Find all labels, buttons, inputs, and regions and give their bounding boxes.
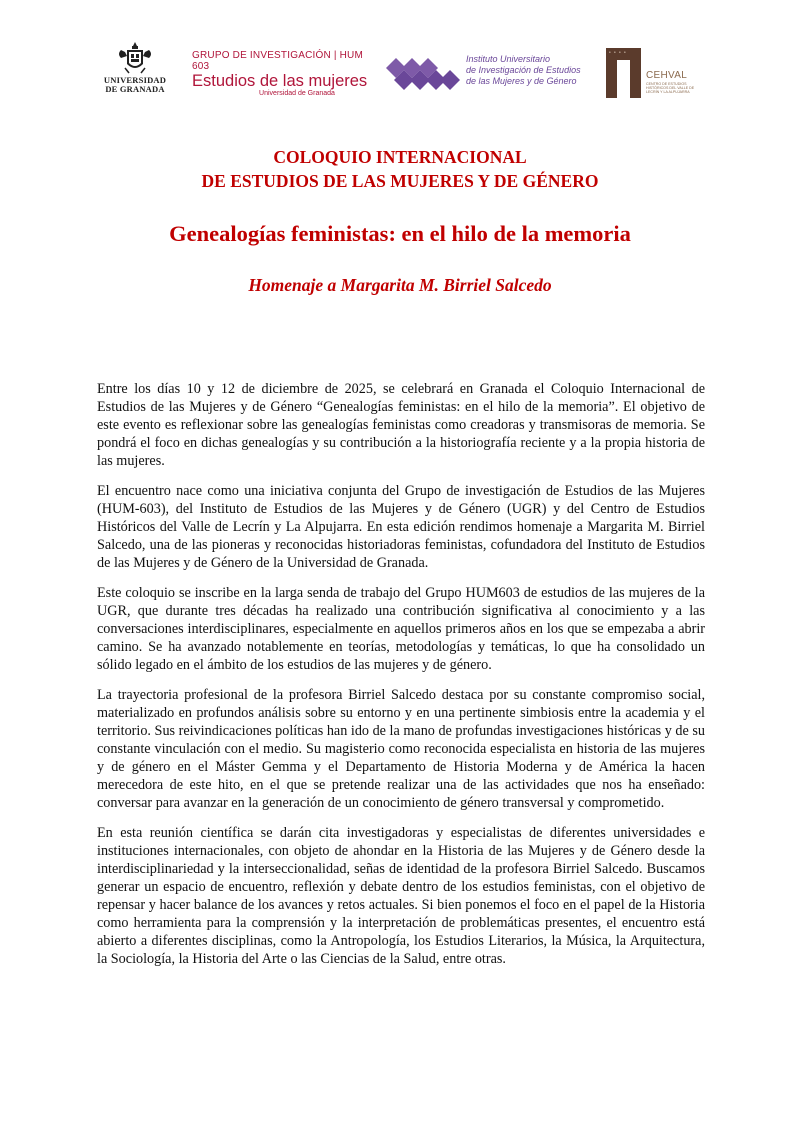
event-heading-line1: COLOQUIO INTERNACIONAL — [273, 147, 527, 167]
instituto-line2: de Investigación de Estudios — [466, 65, 581, 75]
event-heading-line2: DE ESTUDIOS DE LAS MUJERES Y DE GÉNERO — [201, 171, 599, 191]
instituto-diamonds-icon — [386, 52, 462, 96]
hum603-code: HUM 603 — [192, 50, 364, 72]
ugr-name-line1: UNIVERSIDAD — [103, 75, 167, 85]
paragraph: El encuentro nace como una iniciativa conjunta del Grupo de investigación de Estudios de las Mujeres (HUM-603), del Instituto de Estudios de las Mujeres y de Género (UGR) y del Centro de Estudios Históricos del Valle de Lecrín y La Alpujarra. En esta edición rendimos homenaje a Margarita M. Birriel Salcedo, una de las pioneras y reconocidas historiadoras feministas, cofundadora del Instituto de Estudios de las Mujeres y de Género de la Universidad de Granada. — [97, 483, 705, 571]
logo-bar — [0, 40, 800, 100]
ugr-logo — [100, 40, 170, 98]
cehval-gate-icon: • • • • — [606, 48, 641, 98]
paragraph: En esta reunión científica se darán cita investigadoras y especialistas de diferentes universidades e instituciones internacionales, con objeto de ahondar en la Historia de las Mujeres y de Género desde la interdisciplinariedad y la interseccionalidad, señas de identidad de la profesora Birriel Salcedo. Buscamos generar un espacio de encuentro, reflexión y debate dentro de los estudios feministas, con el objetivo de repensar y hacer balance de los avances y retos actuales. Si bien ponemos el foco en el papel de la Historia como herramienta para la comprensión y la interpretación de problemáticas presentes, el encuentro está abierto a diferentes disciplinas, como la Antropología, los Estudios Literarios, la Música, la Arquitectura, la Sociología, la Historia del Arte o las Ciencias de la Salud, entre otras. — [97, 825, 705, 967]
hum603-group-label: GRUPO DE INVESTIGACIÓN — [192, 50, 331, 61]
instituto-logo — [386, 52, 606, 96]
ugr-name-line2: DE GRANADA — [105, 84, 165, 94]
paragraph: Este coloquio se inscribe en la larga senda de trabajo del Grupo HUM603 de estudios de las mujeres de la UGR, que durante tres décadas ha realizado una contribución significativa al conocimiento y a las conversaciones interdisciplinares, especialmente en aquellos primeros años en los que se empezaba a abrir camino. Se ha avanzado notablemente en teorías, metodologías y temáticas, lo que ha consolidado un sólido legado en el ámbito de los estudios de las mujeres y de género. — [97, 585, 705, 673]
instituto-line3: de las Mujeres y de Género — [466, 76, 577, 86]
event-subtitle: Homenaje a Margarita M. Birriel Salcedo — [248, 275, 552, 295]
instituto-line1: Instituto Universitario — [466, 54, 551, 64]
event-title: Genealogías feministas: en el hilo de la memoria — [169, 221, 631, 246]
ugr-crest-icon — [115, 40, 155, 76]
hum603-title: Estudios de las mujeres — [192, 72, 368, 90]
hum603-logo: GRUPO DE INVESTIGACIÓN | HUM 603 Estudios de las mujeres Universidad de Granada — [192, 50, 372, 96]
paragraph: Entre los días 10 y 12 de diciembre de 2025, se celebrará en Granada el Coloquio Internacional de Estudios de las Mujeres y de Género “Genealogías feministas: en el hilo de la memoria”. El objetivo de este evento es reflexionar sobre las genealogías feministas como creadoras y transmisoras de memoria. Se pondrá el foco en dichas genealogías y su contribución a la historiografía reciente y a la propia historia de las mujeres. — [97, 381, 705, 469]
document-body — [97, 380, 705, 980]
cehval-name: CEHVAL — [646, 70, 688, 81]
cehval-logo — [606, 48, 706, 100]
paragraph: La trayectoria profesional de la profesora Birriel Salcedo destaca por su constante compromiso social, materializado en profundos análisis sobre su entorno y en una pertinente simbiosis entre la academia y el territorio. Sus reivindicaciones políticas han ido de la mano de profundas investigaciones históricas y de su constante vinculación con el medio. Su magisterio como reconocida especialista en historia de las mujeres y de género en el Máster Gemma y el Departamento de Historia Moderna y de América la hacen merecedora de este hito, en el que se pretende realizar una de las actividades que nos ha enseñado: conversar para avanzar en la generación de un conocimiento de género transversal y comprometido. — [97, 687, 705, 811]
cehval-subtitle: CENTRO DE ESTUDIOS HISTÓRICOS DEL VALLE DE LECRÍN Y LA ALPUJARRA — [646, 82, 695, 95]
hum603-university: Universidad de Granada — [259, 90, 335, 97]
